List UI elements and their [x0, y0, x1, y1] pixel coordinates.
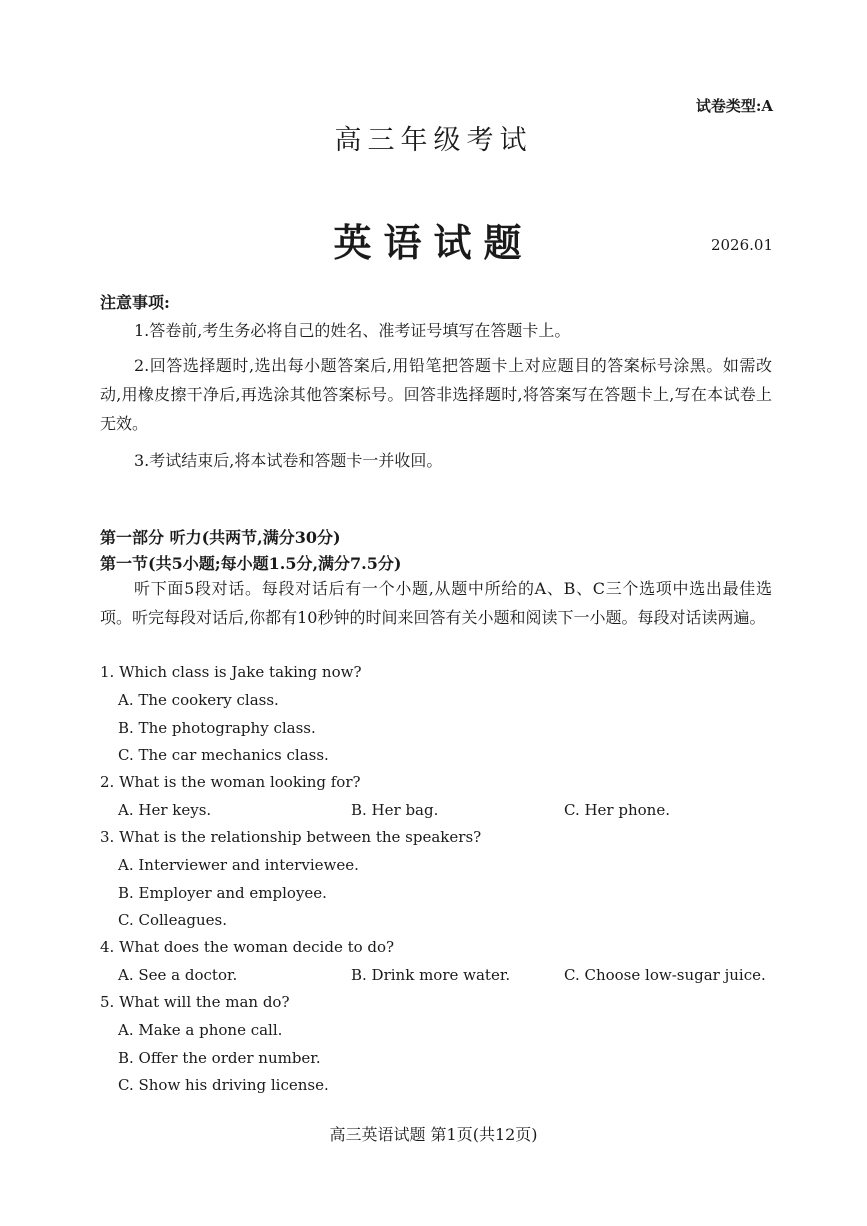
question-option: A. The cookery class. [118, 691, 279, 709]
question-option: C. Choose low-sugar juice. [564, 966, 766, 984]
question-option: B. Employer and employee. [118, 884, 327, 902]
paper-type: 试卷类型:A [695, 97, 773, 115]
note-item-3: 3.考试结束后,将本试卷和答题卡一并收回。 [134, 451, 443, 470]
question-option: A. Interviewer and interviewee. [118, 856, 359, 874]
question-stem: 2. What is the woman looking for? [100, 773, 361, 791]
question-option: A. See a doctor. [118, 966, 238, 984]
note-item-1: 1.答卷前,考生务必将自己的姓名、准考证号填写在答题卡上。 [134, 321, 571, 340]
question-option: A. Her keys. [118, 801, 212, 819]
question-option: C. Colleagues. [118, 911, 228, 929]
page-footer: 高三英语试题 第1页(共12页) [329, 1125, 538, 1144]
question-option: B. Her bag. [351, 801, 439, 819]
exam-date: 2026.01 [710, 236, 773, 254]
subject-title: 英语试题 [333, 220, 534, 265]
question-stem: 4. What does the woman decide to do? [100, 938, 395, 956]
question-stem: 5. What will the man do? [100, 993, 290, 1011]
question-option: C. Show his driving license. [118, 1076, 329, 1094]
note-item-2: 2.回答选择题时,选出每小题答案后,用铅笔把答题卡上对应题目的答案标号涂黑。如需改动,用橡皮擦干净后,再选涂其他答案标号。回答非选择题时,将答案写在答题卡上,写在本试卷上无效。 [100, 356, 772, 433]
listening-instructions: 听下面5段对话。每段对话后有一个小题,从题中所给的A、B、C三个选项中选出最佳选项。听完每段对话后,你都有10秒钟的时间来回答有关小题和阅读下一小题。每段对话读两遍。 [100, 579, 772, 627]
notes-heading: 注意事项: [100, 293, 170, 312]
exam-title: 高三年级考试 [334, 125, 533, 156]
question-option: B. Offer the order number. [118, 1049, 321, 1067]
question-stem: 3. What is the relationship between the speakers? [100, 828, 482, 846]
question-option: B. Drink more water. [351, 966, 511, 984]
question-option: B. The photography class. [118, 719, 316, 737]
question-option: C. The car mechanics class. [118, 746, 329, 764]
part1-heading: 第一部分 听力(共两节,满分30分) [100, 528, 341, 547]
question-stem: 1. Which class is Jake taking now? [100, 663, 362, 681]
section1-heading: 第一节(共5小题;每小题1.5分,满分7.5分) [100, 554, 402, 573]
question-option: C. Her phone. [564, 801, 670, 819]
question-option: A. Make a phone call. [118, 1021, 283, 1039]
